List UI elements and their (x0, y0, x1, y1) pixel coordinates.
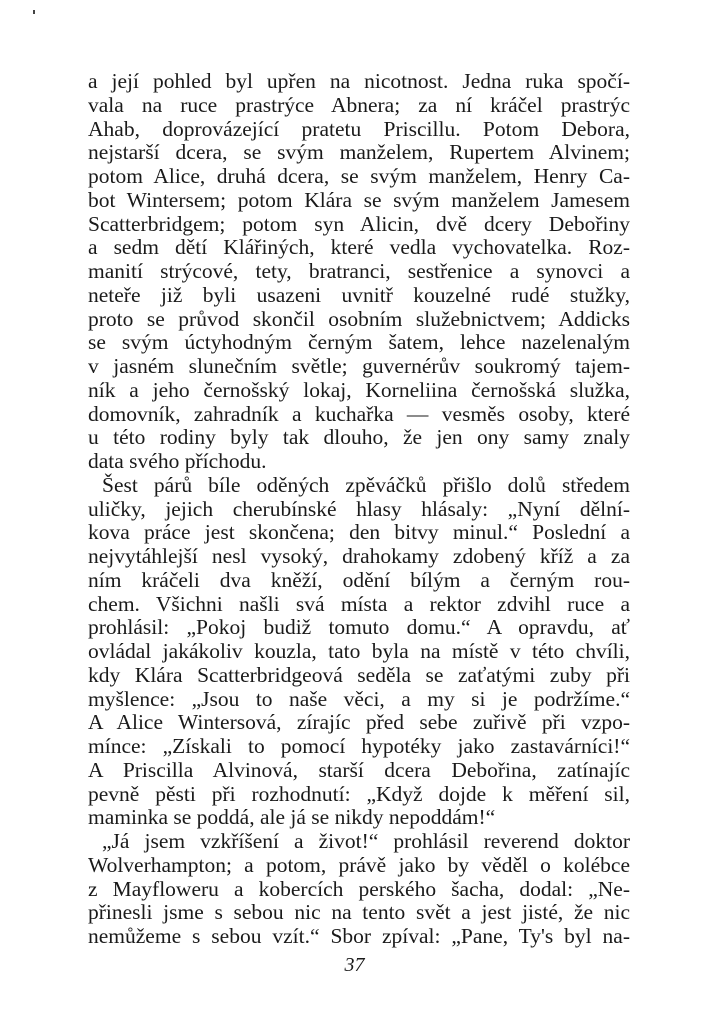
text-line: prohlásil: „Pokoj budiž tomuto domu.“ A opravdu, ať (88, 615, 630, 640)
text-line: proto se průvod skončil osobním služebnictvem; Addicks (88, 306, 630, 331)
text-line: neteře již byli usazeni uvnitř kouzelné rudé stužky, (88, 282, 630, 307)
text-line: ním kráčeli dva kněží, odění bílým a černým rou- (88, 567, 630, 592)
text-line: vala na ruce prastrýce Abnera; za ní kráčel prastrýc (88, 92, 630, 117)
text-line: nemůžeme s sebou vzít.“ Sbor zpíval: „Pane, Ty's byl na- (88, 924, 630, 948)
text-line: Ahab, doprovázející pratetu Priscillu. Potom Debora, (88, 116, 630, 141)
text-line: nejstarší dcera, se svým manželem, Rupertem Alvinem; (88, 140, 630, 165)
text-line: bot Wintersem; potom Klára se svým manželem Jamesem (88, 187, 630, 212)
text-line: Šest párů bíle oděných zpěváčků přišlo dolů středem (102, 472, 630, 497)
text-line: nejvytáhlejší nesl vysoký, drahokamy zdobený kříž a za (88, 544, 630, 568)
margin-mark (33, 10, 35, 14)
text-line: A Priscilla Alvinová, starší dcera Debořina, zatínajíc (88, 757, 630, 782)
text-line: v jasném slunečním světle; guvernérův soukromý tajem- (88, 354, 630, 378)
text-line: a její pohled byl upřen na nicotnost. Jedna ruka spočí- (88, 69, 630, 93)
text-line: potom Alice, druhá dcera, se svým manželem, Henry Ca- (88, 164, 630, 188)
text-line: uličky, jejich cherubínské hlasy hlásaly: „Nyní dělní- (88, 496, 630, 521)
text-line: u této rodiny byly tak dlouho, že jen ony samy znaly (88, 425, 630, 450)
text-line: pevně pěsti při rozhodnutí: „Když dojde k měření sil, (88, 781, 630, 806)
text-line: manití strýcové, tety, bratranci, sestřenice a synovci a (88, 259, 630, 283)
body-text (88, 70, 630, 949)
text-line: chem. Všichni našli svá místa a rektor zdvihl ruce a (88, 591, 630, 616)
text-line: „Já jsem vzkříšení a život!“ prohlásil reverend doktor (102, 829, 630, 853)
text-line: A Alice Wintersová, zírajíc před sebe zuřivě při vzpo- (88, 710, 630, 735)
text-line: přinesli jsme s sebou nic na tento svět a jest jisté, že nic (88, 900, 630, 925)
page-number: 37 (344, 954, 365, 976)
text-line: kdy Klára Scatterbridgeová seděla se zaťatými zuby při (88, 662, 630, 687)
text-line: kova práce jest skončena; den bitvy minul.“ Poslední a (88, 520, 630, 545)
text-line: ník a jeho černošský lokaj, Korneliina černošská služka, (88, 377, 630, 402)
text-line: Wolverhampton; a potom, právě jako by věděl o kolébce (88, 852, 630, 877)
text-line: a sedm dětí Klářiných, které vedla vychovatelka. Roz- (88, 235, 630, 260)
text-line: data svého příchodu. (88, 449, 267, 473)
text-line: domovník, zahradník a kuchařka — vesměs osoby, které (88, 401, 630, 426)
text-line: Scatterbridgem; potom syn Alicin, dvě dcery Debořiny (88, 211, 630, 236)
text-line: mínce: „Získali to pomocí hypotéky jako zastavárníci!“ (88, 734, 630, 758)
text-line: myšlence: „Jsou to naše věci, a my si je podržíme.“ (88, 686, 630, 711)
text-line: maminka se poddá, ale já se nikdy nepoddám!“ (88, 805, 496, 830)
text-line: se svým úctyhodným černým šatem, lehce nazelenalým (88, 330, 630, 355)
text-line: ovládal jakákoliv kouzla, tato byla na místě v této chvíli, (88, 639, 630, 663)
text-line: z Mayfloweru a kobercích perského šacha, dodal: „Ne- (88, 876, 630, 901)
